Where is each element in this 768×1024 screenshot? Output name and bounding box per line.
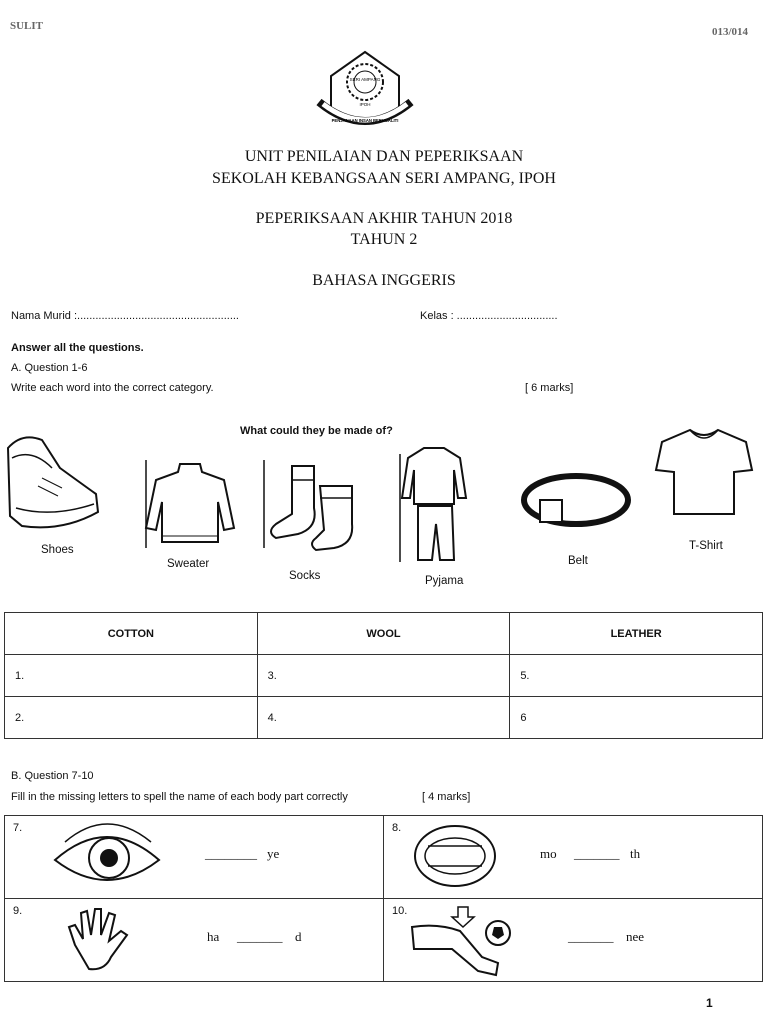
answer-blank-8[interactable]: _______ xyxy=(574,846,620,861)
header-leather: LEATHER xyxy=(510,613,763,655)
question-7-cell xyxy=(5,816,384,899)
answer-cell-3[interactable]: 3. xyxy=(257,655,510,697)
subject-title: BAHASA INGGERIS xyxy=(312,272,456,289)
item-label-pyjama: Pyjama xyxy=(425,575,464,587)
item-label-socks: Socks xyxy=(289,570,321,582)
section-b-question: B. Question 7-10 xyxy=(11,770,94,782)
question-10-cell xyxy=(384,899,763,982)
question-number: 7. xyxy=(13,822,23,834)
page-number: 1 xyxy=(706,996,713,1010)
table-row xyxy=(5,899,763,982)
title-line-4: TAHUN 2 xyxy=(350,231,418,248)
word-start-8: mo xyxy=(540,846,557,861)
table-row xyxy=(5,697,763,739)
school-logo xyxy=(315,48,415,130)
eye-image xyxy=(51,820,163,892)
confidential-tag: SULIT xyxy=(10,20,44,32)
paper-code: 013/014 xyxy=(712,26,749,38)
title-line-2: SEKOLAH KEBANGSAAN SERI AMPANG, IPOH xyxy=(212,170,556,187)
mouth-image xyxy=(412,822,498,890)
logo-text-school: SERI AMPANG xyxy=(349,77,381,82)
answer-blank-10[interactable]: _______ xyxy=(568,929,614,944)
hand-image xyxy=(65,905,137,975)
logo-text-city: IPOH xyxy=(359,102,371,107)
shoes-image xyxy=(2,428,104,536)
question-9-cell xyxy=(5,899,384,982)
table-header-row xyxy=(5,613,763,655)
question-8-cell xyxy=(384,816,763,899)
word-start-9: ha xyxy=(207,929,220,944)
title-line-3: PEPERIKSAAN AKHIR TAHUN 2018 xyxy=(255,210,513,227)
tshirt-image xyxy=(654,424,754,520)
section-b-marks: [ 4 marks] xyxy=(422,791,471,803)
item-label-tshirt: T-Shirt xyxy=(689,540,723,552)
answer-cell-5[interactable]: 5. xyxy=(510,655,763,697)
item-label-belt: Belt xyxy=(568,555,588,567)
section-a-marks: [ 6 marks] xyxy=(525,382,574,394)
body-parts-table xyxy=(4,815,763,982)
knee-image xyxy=(408,905,518,977)
answer-blank-9[interactable]: _______ xyxy=(237,929,283,944)
class-field[interactable]: Kelas : ................................. xyxy=(420,310,558,322)
logo-motto: PENJANAAN INSAN BERKUALITI xyxy=(331,118,399,123)
item-label-sweater: Sweater xyxy=(167,558,210,570)
belt-image xyxy=(518,466,636,538)
section-b-task: Fill in the missing letters to spell the name of each body part correctly xyxy=(11,791,348,803)
header-wool: WOOL xyxy=(257,613,510,655)
answer-cell-6[interactable]: 6 xyxy=(510,697,763,739)
pyjama-image xyxy=(396,444,472,564)
category-table xyxy=(4,612,763,739)
sweater-image xyxy=(140,458,240,552)
question-number: 8. xyxy=(392,822,402,834)
item-label-shoes: Shoes xyxy=(41,544,74,556)
table-row xyxy=(5,655,763,697)
word-ending-8: th xyxy=(630,846,641,861)
student-name-field[interactable]: Nama Murid :..................................................... xyxy=(11,310,239,322)
question-number: 10. xyxy=(392,905,408,917)
socks-image xyxy=(258,458,358,554)
answer-cell-4[interactable]: 4. xyxy=(257,697,510,739)
section-a-prompt: What could they be made of? xyxy=(240,425,393,437)
header-cotton: COTTON xyxy=(5,613,258,655)
instruction: Answer all the questions. xyxy=(11,342,144,354)
word-ending-10: nee xyxy=(626,929,645,944)
section-a-question: A. Question 1-6 xyxy=(11,362,88,374)
section-a-task: Write each word into the correct category. xyxy=(11,382,214,394)
table-row xyxy=(5,816,763,899)
word-ending-7: ye xyxy=(267,846,280,861)
question-number: 9. xyxy=(13,905,23,917)
answer-cell-2[interactable]: 2. xyxy=(5,697,258,739)
answer-cell-1[interactable]: 1. xyxy=(5,655,258,697)
title-line-1: UNIT PENILAIAN DAN PEPERIKSAAN xyxy=(244,148,524,165)
answer-blank-7[interactable]: ________ xyxy=(205,846,257,861)
word-ending-9: d xyxy=(295,929,302,944)
